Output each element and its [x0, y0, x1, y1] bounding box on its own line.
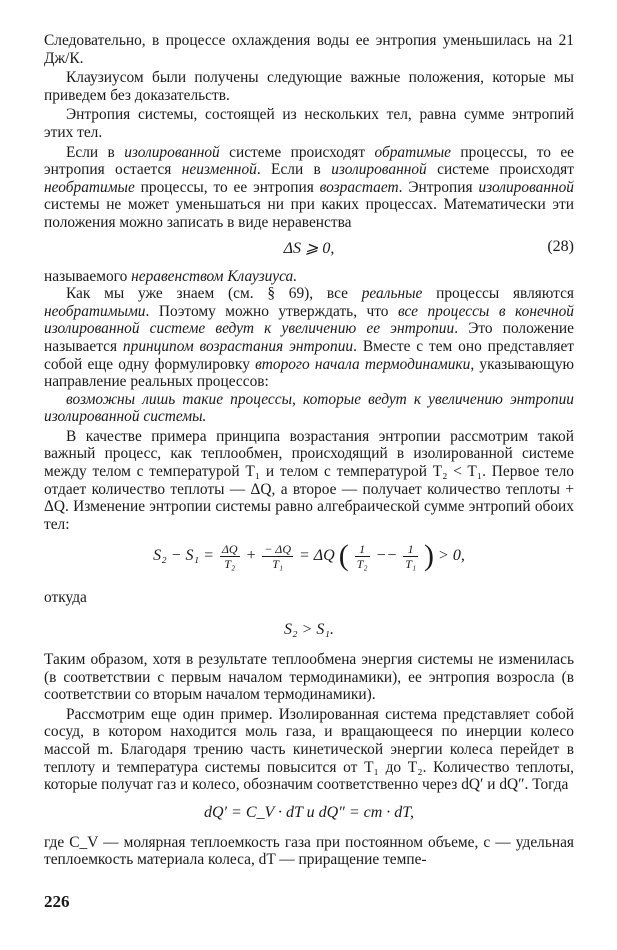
fraction-2: $\frac{- \Delta Q}{\text{T₁}}$: [264, 541, 291, 571]
equation-s2-gt-s1: [44, 607, 574, 651]
eq2-mid: = ΔQ: [298, 547, 335, 565]
eq2-minus: −−: [375, 547, 398, 565]
paragraph-6: Как мы уже знаем (см. § 69), все реальные процессы являются необратимыми. Поэтому можно утверждать, что все процессы в конечной изолированной системе ведут к увеличению ее энтропии. Это положение называется принципом возрастания энтропии. Вместе с тем оно представляет собой еще одну формулировку второго начала термодинамики, указывающую направление реальных процессов:: [44, 285, 575, 391]
eq2-plus: +: [245, 547, 257, 565]
equation-s2-gt-s1-body: S₂ > S₁.: [284, 621, 334, 639]
fraction-1: $\frac{\Delta Q}{\text{T₂}}$: [221, 541, 238, 571]
eq2-end: > 0,: [438, 547, 465, 565]
equation-28: [44, 232, 574, 268]
equation-heat-body: dQ′ = C_V · dT и dQ″ = cm · dT,: [204, 803, 414, 821]
fraction-4: $\frac{1}{\text{T₁}}$: [405, 541, 417, 571]
paragraph-10: Таким образом, хотя в результате теплообмена энергия системы не изменилась (в соответствии с первым началом термодинамики), ее энтропия возросла (в соответствии со вторым началом термодинамики).: [44, 651, 574, 704]
paragraph-11: Рассмотрим еще один пример. Изолированная система представляет собой сосуд, в котором находится моль газа, и вращающееся по инерции колесо массой m. Благодаря трению часть кинетической энергии колеса перейдет в теплоту и температура системы повысится от T₁ до T₂. Количество теплоты, которые получат газ и колесо, обозначим соответственно через dQ′ и dQ″. Тогда: [44, 705, 574, 794]
page-body: [44, 32, 574, 869]
paragraph-9: откуда: [44, 589, 87, 607]
paragraph-4: Если в изолированной системе происходят обратимые процессы, то ее энтропия остается неизменной. Если в изолированной системе происходят необратимые процессы, то ее энтропия возрастает. Энтропия изолированной системы не может уменьшаться ни при каких процессах. Математически эти положения можно записать в виде неравенства: [44, 143, 575, 231]
fraction-3: $\frac{1}{\text{T₂}}$: [356, 541, 368, 571]
equation-heat: [44, 794, 574, 834]
eq2-left: S₂ − S₁ =: [153, 547, 214, 565]
equation-number: (28): [547, 237, 574, 255]
paragraph-12: где C_V — молярная теплоемкость газа при постоянном объеме, c — удельная теплоемкость материала колеса, dT — приращение темпе-: [44, 833, 574, 869]
paragraph-7-principle: возможны лишь такие процессы, которые ведут к увеличению энтропии изолированной системы.: [44, 390, 574, 426]
equation-28-body: ΔS ⩾ 0,: [283, 239, 335, 257]
paragraph-2: Клаузиусом были получены следующие важные положения, которые мы приведем без доказательств.: [44, 69, 574, 104]
paragraph-5: называемого неравенством Клаузиуса.: [44, 267, 298, 285]
page-number: 226: [44, 892, 70, 911]
paragraph-3: Энтропия системы, состоящей из нескольких тел, равна сумме энтропий этих тел.: [44, 106, 574, 141]
paragraph-8: В качестве примера принципа возрастания энтропии рассмотрим такой важный процесс, как теплообмен, происходящий в изолированной системе между телом с температурой T₁ и телом с температурой T₂ < T₁. Первое тело отдает количество теплоты — ΔQ, а второе — получает количество теплоты + ΔQ. Изменение энтропии системы равно алгебраической сумме энтропий обоих тел:: [44, 427, 574, 533]
eq2-right-paren: ): [424, 539, 435, 573]
equation-entropy-sum: [44, 533, 574, 589]
paragraph-1: Следовательно, в процессе охлаждения воды ее энтропия уменьшилась на 21 Дж/К.: [44, 32, 574, 67]
eq2-left-paren: (: [338, 539, 349, 573]
